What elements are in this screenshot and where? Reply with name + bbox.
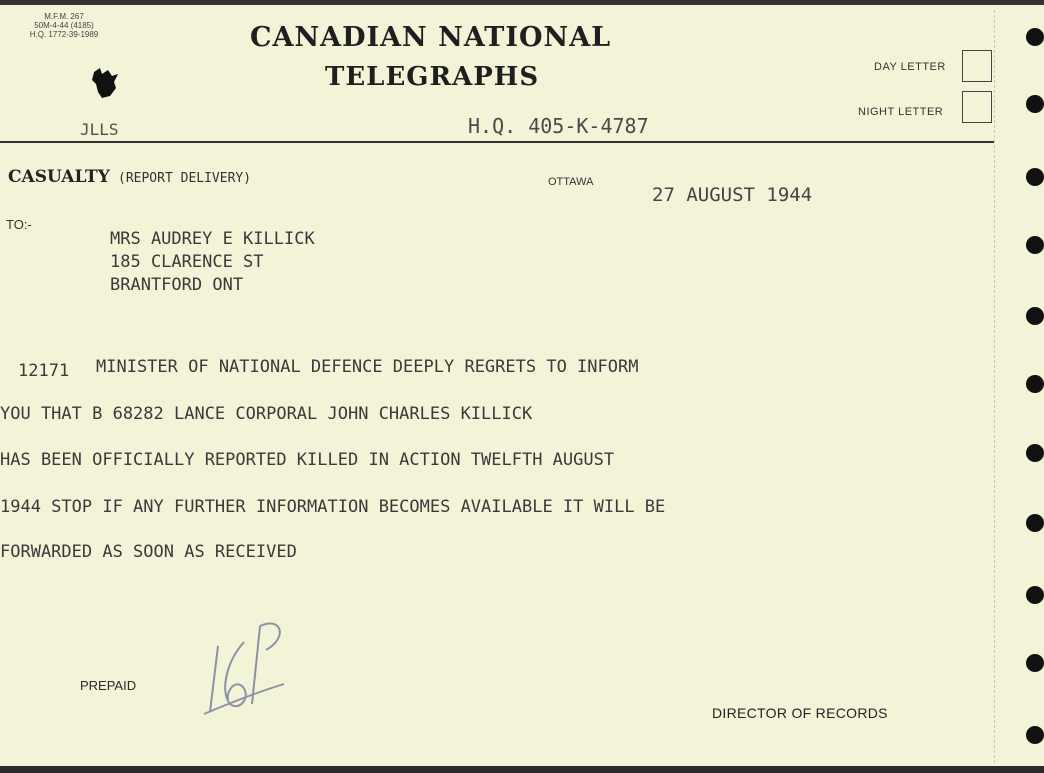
perforation-line: [994, 10, 995, 763]
day-letter-checkbox[interactable]: [962, 50, 992, 82]
recipient-street: 185 CLARENCE ST: [110, 252, 264, 272]
sprocket-hole: [1026, 28, 1044, 46]
file-reference: H.Q. 405-K-4787: [468, 114, 649, 138]
recipient-city: BRANTFORD ONT: [110, 275, 244, 295]
header-rule: [0, 141, 994, 143]
signatory: DIRECTOR OF RECORDS: [712, 705, 888, 721]
paper-top-edge: [0, 0, 1044, 5]
paper-bottom-edge: [0, 766, 1044, 773]
delivery-note: (REPORT DELIVERY): [118, 171, 252, 186]
message-line: 1944 STOP IF ANY FURTHER INFORMATION BECOMES AVAILABLE IT WILL BE: [0, 497, 666, 517]
sprocket-hole: [1026, 95, 1044, 113]
night-letter-label: NIGHT LETTER: [858, 106, 944, 118]
form-number-block: [14, 12, 114, 39]
message-line: YOU THAT B 68282 LANCE CORPORAL JOHN CHARLES KILLICK: [0, 404, 533, 424]
sprocket-hole: [1026, 168, 1044, 186]
message-line: HAS BEEN OFFICIALLY REPORTED KILLED IN ACTION TWELFTH AUGUST: [0, 450, 615, 470]
night-letter-checkbox[interactable]: [962, 91, 992, 123]
sequence-number: 12171: [18, 361, 70, 381]
message-line: MINISTER OF NATIONAL DEFENCE DEEPLY REGRETS TO INFORM: [96, 357, 639, 377]
form-number-line: H.Q. 1772-39-1989: [29, 30, 99, 39]
sprocket-hole: [1026, 654, 1044, 672]
to-label: TO:-: [6, 217, 32, 232]
form-number-line: 50M-4-44 (4185): [34, 21, 94, 30]
sprocket-hole: [1026, 444, 1044, 462]
telegram-date: 27 AUGUST 1944: [652, 184, 813, 206]
company-name: CANADIAN NATIONAL: [250, 22, 612, 53]
recipient-name: MRS AUDREY E KILLICK: [110, 229, 315, 249]
sprocket-hole: [1026, 307, 1044, 325]
telegram-category: CASUALTY: [8, 167, 110, 187]
form-number-line: M.F.M. 267: [44, 12, 84, 21]
sprocket-hole: [1026, 586, 1044, 604]
day-letter-label: DAY LETTER: [874, 61, 946, 73]
origin-place: OTTAWA: [548, 176, 594, 188]
sprocket-hole: [1026, 514, 1044, 532]
payment-status: PREPAID: [80, 678, 137, 693]
sprocket-hole: [1026, 236, 1044, 254]
emblem-icon: [90, 66, 120, 100]
company-service: TELEGRAPHS: [325, 62, 540, 92]
operator-code: JLLS: [80, 120, 119, 139]
handwritten-mark: [196, 612, 296, 718]
sprocket-hole: [1026, 375, 1044, 393]
sprocket-hole: [1026, 726, 1044, 744]
sprocket-strip: [1000, 0, 1044, 773]
message-line: FORWARDED AS SOON AS RECEIVED: [0, 542, 297, 562]
